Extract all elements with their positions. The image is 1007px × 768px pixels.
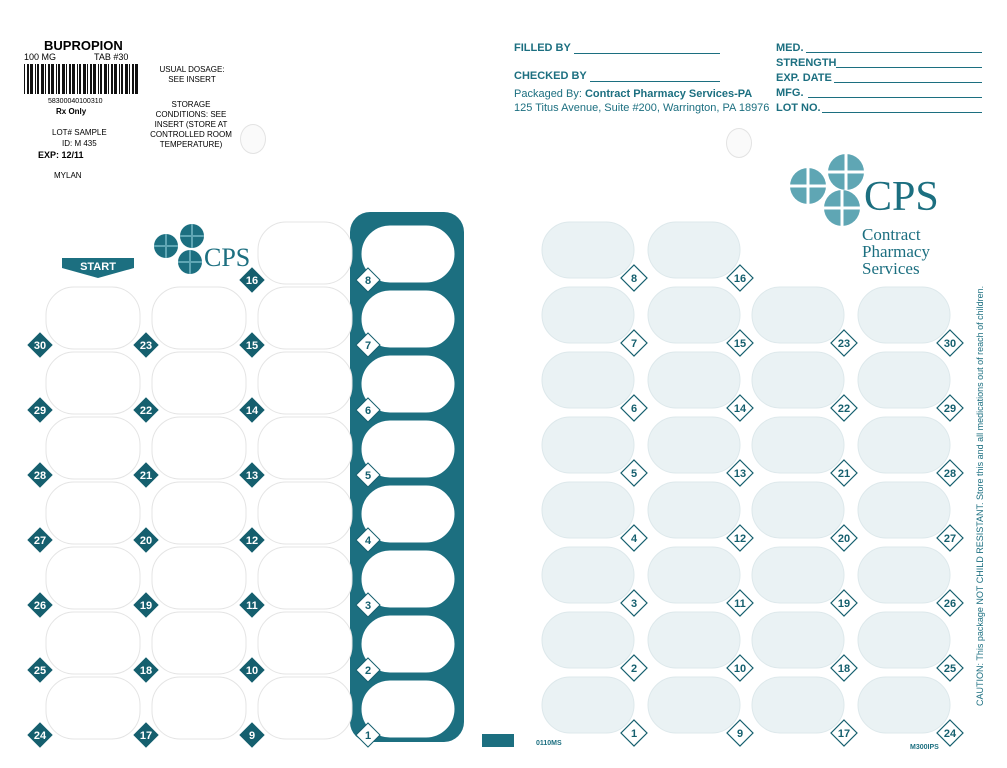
blister-cell[interactable] [362,226,454,282]
pill-icon [790,168,826,204]
day-number: 8 [364,275,372,287]
logo-small-letters: CPS [204,243,251,272]
blister-cell[interactable] [542,547,634,603]
blister-cell[interactable] [46,482,140,544]
blister-cell[interactable] [858,482,950,538]
checked-by-label: CHECKED BY [514,70,587,82]
day-number: 20 [139,535,153,547]
expiry: EXP: 12/11 [38,150,84,160]
blister-cell[interactable] [858,547,950,603]
filled-by-label: FILLED BY [514,42,571,54]
blister-cell[interactable] [752,417,844,473]
day-number: 23 [139,340,153,352]
blister-cell[interactable] [152,482,246,544]
blister-cell[interactable] [362,421,454,477]
day-number: 23 [837,338,851,350]
blister-cell[interactable] [258,547,352,609]
day-number: 1 [630,728,638,740]
day-number: 30 [943,338,957,350]
code-left: 0110MS [536,740,562,747]
blister-cell[interactable] [258,612,352,674]
day-number: 5 [630,468,638,480]
day-number: 16 [245,275,259,287]
blister-cell[interactable] [362,486,454,542]
blister-cell[interactable] [542,677,634,733]
day-number: 2 [630,663,638,675]
pill-icon [824,190,860,226]
blister-cell[interactable] [152,547,246,609]
start-arrow [62,258,134,278]
blister-cell[interactable] [46,352,140,414]
day-number: 19 [139,600,153,612]
blister-cell[interactable] [258,287,352,349]
logo-company-line1: Contract [862,225,921,244]
blister-cell[interactable] [362,291,454,347]
blister-cell[interactable] [258,352,352,414]
blister-cell[interactable] [858,287,950,343]
blister-cell[interactable] [542,287,634,343]
blister-cell[interactable] [752,352,844,408]
day-number: 24 [943,728,957,740]
med-label: MED. [776,42,804,54]
blister-cell[interactable] [858,612,950,668]
day-number: 26 [33,600,47,612]
registration-mark [482,734,514,747]
blister-cell[interactable] [152,612,246,674]
day-number: 6 [364,405,372,417]
day-number: 17 [837,728,851,740]
logo-company-line2: Pharmacy [862,242,930,261]
blister-cell[interactable] [362,551,454,607]
pill-icon [828,154,864,190]
blister-cell[interactable] [648,417,740,473]
blister-cell[interactable] [46,287,140,349]
start-label: START [80,261,116,273]
blister-cell[interactable] [752,677,844,733]
blister-cell[interactable] [46,612,140,674]
day-number: 27 [943,533,957,545]
day-number: 30 [33,340,47,352]
blister-cell[interactable] [648,222,740,278]
blister-cell[interactable] [648,287,740,343]
drug-strength: 100 MG [24,52,57,62]
blister-cell[interactable] [152,287,246,349]
day-number: 5 [364,470,372,482]
day-number: 21 [139,470,153,482]
lot-number: LOT# SAMPLE [52,128,107,137]
day-number: 14 [733,403,747,415]
day-number: 24 [33,730,47,742]
rx-only: Rx Only [56,107,87,116]
day-number: 13 [245,470,259,482]
blister-cell[interactable] [752,287,844,343]
day-number: 15 [733,338,747,350]
caution-text: CAUTION: This package NOT CHILD RESISTANT. Store this and all medications out of reach of children. [975,285,985,706]
day-number: 20 [837,533,851,545]
day-number: 22 [139,405,153,417]
blister-cell[interactable] [858,677,950,733]
blister-cell[interactable] [648,612,740,668]
day-number: 25 [33,665,47,677]
code-right: M300IPS [910,744,939,751]
day-number: 14 [245,405,259,417]
day-number: 22 [837,403,851,415]
day-number: 16 [733,273,747,285]
pill-icon [180,224,204,248]
day-number: 12 [733,533,747,545]
day-number: 28 [943,468,957,480]
logo-company-line3: Services [862,259,920,278]
day-number: 17 [139,730,153,742]
blister-cell[interactable] [542,417,634,473]
blister-cell[interactable] [858,352,950,408]
blister-cell[interactable] [46,547,140,609]
day-number: 9 [248,730,256,742]
ndc-number: 58300040100310 [48,98,103,105]
day-number: 10 [733,663,747,675]
blister-cell[interactable] [648,677,740,733]
day-number: 9 [736,728,744,740]
usual-dosage: USUAL DOSAGE: SEE INSERT [159,65,225,84]
blister-cell[interactable] [648,482,740,538]
day-number: 10 [245,665,259,677]
blister-cell[interactable] [542,222,634,278]
blister-cell[interactable] [152,417,246,479]
blister-cell[interactable] [542,352,634,408]
packager-name: Contract Pharmacy Services-PA [584,88,753,100]
day-number: 13 [733,468,747,480]
storage-conditions: STORAGE CONDITIONS: SEE INSERT (STORE AT CONTROLLED ROOM TEMPERATURE) [150,100,232,149]
exp-date-label: EXP. DATE [776,72,832,84]
blister-cell[interactable] [258,222,352,284]
day-number: 29 [943,403,957,415]
packager-address: 125 Titus Avenue, Suite #200, Warrington, PA 18976 [514,102,770,114]
mfg-label: MFG. [776,87,804,99]
day-number: 25 [943,663,957,675]
strength-label: STRENGTH [776,57,837,69]
day-number: 4 [364,535,372,547]
day-number: 21 [837,468,851,480]
packaged-prefix: Packaged By: [514,88,585,100]
day-number: 27 [33,535,47,547]
day-number: 11 [734,598,746,610]
blister-cell[interactable] [752,482,844,538]
day-number: 1 [364,730,372,742]
day-number: 28 [33,470,47,482]
day-number: 26 [943,598,957,610]
blister-cells [28,222,963,747]
day-number: 3 [364,600,372,612]
day-number: 18 [837,663,851,675]
blister-cell[interactable] [542,482,634,538]
day-number: 7 [364,340,372,352]
day-number: 11 [246,600,258,612]
day-number: 15 [245,340,259,352]
blister-cell[interactable] [258,482,352,544]
blister-cell[interactable] [648,352,740,408]
day-number: 8 [630,273,638,285]
day-number: 12 [245,535,259,547]
pill-id: ID: M 435 [62,139,97,148]
blister-cell[interactable] [152,352,246,414]
blister-cell[interactable] [752,547,844,603]
blister-cell[interactable] [258,417,352,479]
day-number: 6 [630,403,638,415]
day-number: 4 [630,533,638,545]
manufacturer: MYLAN [54,171,82,180]
blister-cell[interactable] [362,356,454,412]
day-number: 2 [364,665,372,677]
day-number: 3 [630,598,638,610]
blister-cell[interactable] [648,547,740,603]
blister-cell[interactable] [752,612,844,668]
blister-cell[interactable] [362,616,454,672]
day-number: 19 [837,598,851,610]
blister-cell[interactable] [46,417,140,479]
pill-icon [178,250,202,274]
blister-cell[interactable] [858,417,950,473]
drug-name: BUPROPION [44,38,123,53]
lot-no-label: LOT NO. [776,102,821,114]
day-number: 29 [33,405,47,417]
cps-logo-large [790,154,939,278]
cps-logo-small [154,224,250,274]
day-number: 18 [139,665,153,677]
blister-cell[interactable] [46,677,140,739]
day-number: 7 [630,338,638,350]
pill-icon [154,234,178,258]
blister-cell[interactable] [542,612,634,668]
blister-cell[interactable] [152,677,246,739]
logo-letters: CPS [864,174,939,220]
tablet-count: TAB #30 [94,52,129,62]
blister-cell[interactable] [362,681,454,737]
blister-cell[interactable] [258,677,352,739]
